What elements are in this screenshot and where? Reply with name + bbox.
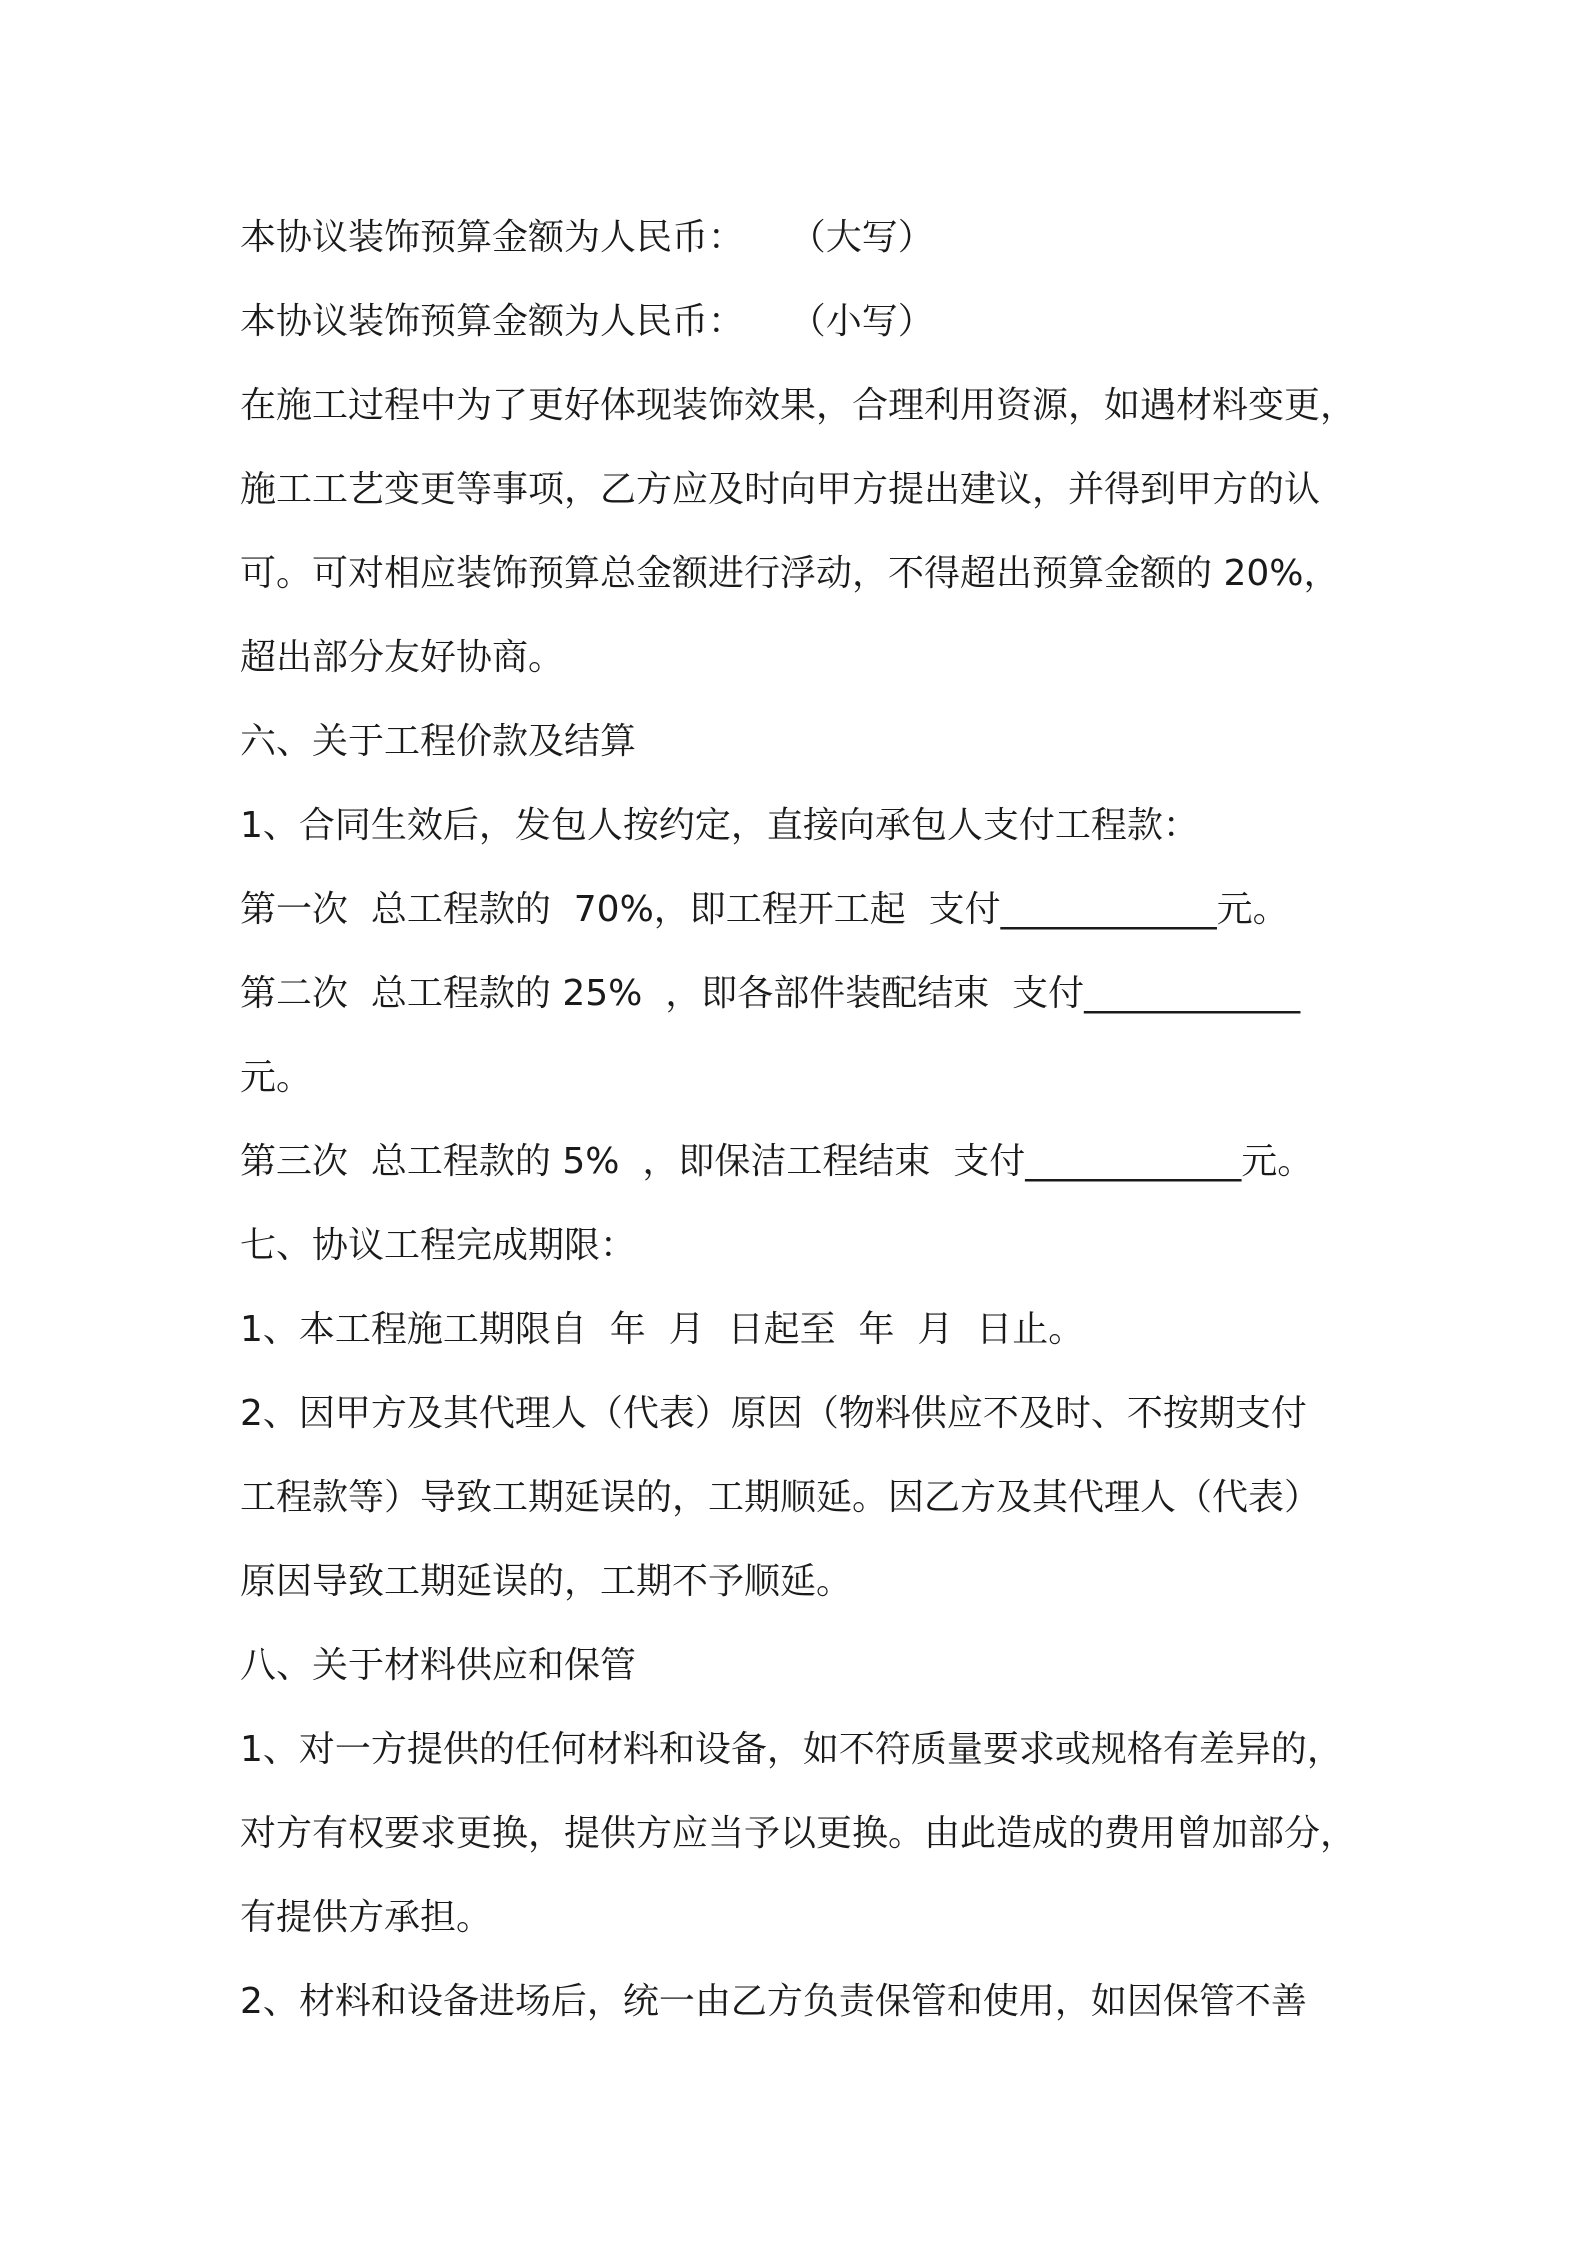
clause-line: 工程款等）导致工期延误的，工期顺延。因乙方及其代理人（代表） (240, 1477, 1321, 1518)
clause-line: 原因导致工期延误的，工期不予顺延。 (240, 1561, 853, 1602)
clause-line: 1、本工程施工期限自 年 月 日起至 年 月 日止。 (240, 1309, 1085, 1350)
paragraph-line: 在施工过程中为了更好体现装饰效果，合理利用资源，如遇材料变更， (240, 385, 1357, 426)
paragraph-line: 超出部分友好协商。 (240, 637, 565, 678)
budget-amount-uppercase-line: 本协议装饰预算金额为人民币： （大写） (240, 217, 934, 258)
section-heading-six: 六、关于工程价款及结算 (240, 721, 637, 762)
payment-second-line: 第二次 总工程款的 25% ，即各部件装配结束 支付____________ (240, 973, 1301, 1014)
budget-amount-lowercase-line: 本协议装饰预算金额为人民币： （小写） (240, 301, 934, 342)
clause-line: 2、因甲方及其代理人（代表）原因（物料供应不及时、不按期支付 (240, 1393, 1307, 1434)
payment-first-line: 第一次 总工程款的 70%，即工程开工起 支付____________元。 (240, 889, 1289, 930)
clause-line: 1、对一方提供的任何材料和设备，如不符质量要求或规格有差异的， (240, 1729, 1343, 1770)
section-heading-seven: 七、协议工程完成期限： (240, 1225, 637, 1266)
clause-line: 2、材料和设备进场后，统一由乙方负责保管和使用，如因保管不善 (240, 1981, 1307, 2022)
payment-second-unit-line: 元。 (240, 1057, 313, 1098)
clause-line: 1、合同生效后，发包人按约定，直接向承包人支付工程款： (240, 805, 1199, 846)
paragraph-line: 施工工艺变更等事项，乙方应及时向甲方提出建议，并得到甲方的认 (240, 469, 1321, 510)
section-heading-eight: 八、关于材料供应和保管 (240, 1645, 637, 1686)
paragraph-line: 可。可对相应装饰预算总金额进行浮动，不得超出预算金额的 20%， (240, 553, 1340, 594)
document-body (240, 196, 1370, 2044)
clause-line: 有提供方承担。 (240, 1897, 493, 1938)
payment-third-line: 第三次 总工程款的 5% ，即保洁工程结束 支付____________元。 (240, 1141, 1314, 1182)
clause-line: 对方有权要求更换，提供方应当予以更换。由此造成的费用曾加部分， (240, 1813, 1357, 1854)
